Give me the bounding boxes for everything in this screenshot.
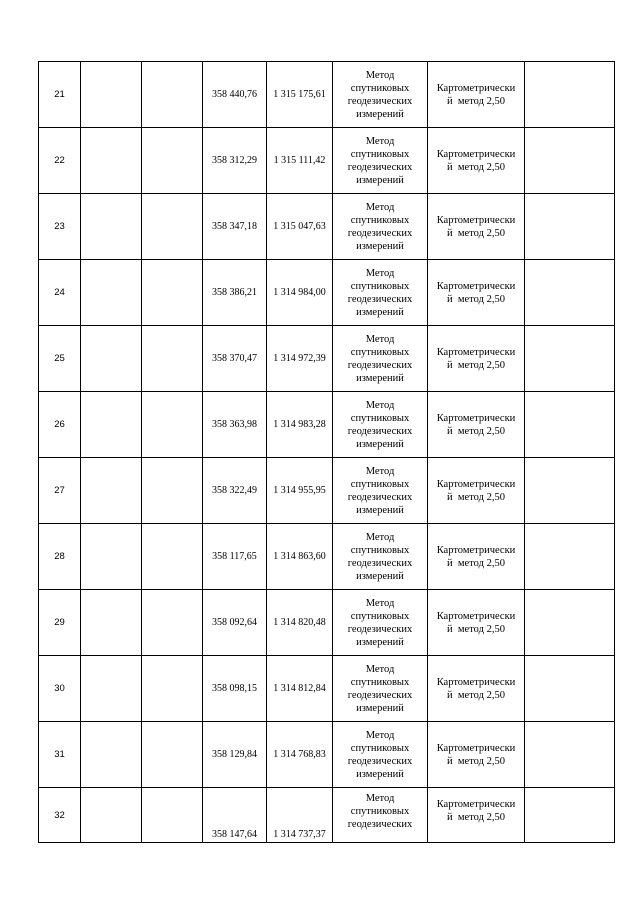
- coordinates-table: [38, 61, 615, 843]
- method-text-line: геодезических: [347, 425, 413, 437]
- empty-cell: [142, 260, 203, 326]
- coordinate-y-cell: 1 314 955,95: [267, 458, 333, 524]
- accuracy-text-line: Картометрически: [436, 82, 516, 94]
- table-row: [39, 260, 615, 326]
- method-text-line: Метод: [365, 267, 395, 279]
- table-row: [39, 458, 615, 524]
- point-number-cell: 31: [39, 722, 81, 788]
- method-text-line: спутниковых: [350, 412, 410, 424]
- accuracy-text-line: Картометрически: [436, 676, 516, 688]
- accuracy-text-line: й метод 2,50: [447, 161, 505, 173]
- empty-cell: [525, 590, 615, 656]
- empty-cell: [525, 524, 615, 590]
- point-number-cell: 29: [39, 590, 81, 656]
- method-text-line: измерений: [356, 768, 404, 780]
- empty-cell: [81, 722, 142, 788]
- table-row: [39, 788, 615, 843]
- accuracy-cell: [428, 62, 525, 128]
- method-cell: [333, 656, 428, 722]
- coordinate-x-cell: 358 147,64: [203, 788, 267, 843]
- accuracy-text-line: Картометрически: [436, 478, 516, 490]
- accuracy-text-line: й метод 2,50: [447, 293, 505, 305]
- empty-cell: [142, 656, 203, 722]
- accuracy-cell: [428, 392, 525, 458]
- table-row: [39, 524, 615, 590]
- coordinate-y-cell: 1 314 737,37: [267, 788, 333, 843]
- method-cell: [333, 62, 428, 128]
- method-text-line: спутниковых: [350, 676, 410, 688]
- method-cell: [333, 722, 428, 788]
- method-text-line: геодезических: [347, 755, 413, 767]
- method-text-line: Метод: [365, 201, 395, 213]
- empty-cell: [142, 788, 203, 843]
- coordinate-x-cell: 358 386,21: [203, 260, 267, 326]
- coordinate-y-cell: 1 314 812,84: [267, 656, 333, 722]
- method-cell: [333, 260, 428, 326]
- empty-cell: [81, 656, 142, 722]
- accuracy-text-line: й метод 2,50: [447, 755, 505, 767]
- point-number-cell: 25: [39, 326, 81, 392]
- accuracy-text-line: й метод 2,50: [447, 491, 505, 503]
- method-cell: [333, 128, 428, 194]
- point-number-cell: 24: [39, 260, 81, 326]
- method-text-line: геодезических: [347, 161, 413, 173]
- coordinate-y-cell: 1 314 820,48: [267, 590, 333, 656]
- empty-cell: [81, 524, 142, 590]
- method-cell: [333, 788, 428, 843]
- empty-cell: [142, 590, 203, 656]
- coordinate-x-cell: 358 347,18: [203, 194, 267, 260]
- empty-cell: [81, 458, 142, 524]
- empty-cell: [142, 326, 203, 392]
- empty-cell: [81, 392, 142, 458]
- coordinate-y-cell: 1 314 768,83: [267, 722, 333, 788]
- method-text-line: Метод: [365, 663, 395, 675]
- method-text-line: спутниковых: [350, 742, 410, 754]
- method-text-line: измерений: [356, 504, 404, 516]
- accuracy-text-line: й метод 2,50: [447, 623, 505, 635]
- empty-cell: [525, 194, 615, 260]
- empty-cell: [81, 788, 142, 843]
- empty-cell: [525, 656, 615, 722]
- method-text-line: спутниковых: [350, 478, 410, 490]
- method-text-line: измерений: [356, 702, 404, 714]
- method-text-line: геодезических: [347, 557, 413, 569]
- method-cell: [333, 524, 428, 590]
- point-number-cell: 32: [39, 788, 81, 843]
- point-number-cell: 28: [39, 524, 81, 590]
- method-text-line: измерений: [356, 174, 404, 186]
- coordinate-y-cell: 1 315 175,61: [267, 62, 333, 128]
- point-number-cell: 22: [39, 128, 81, 194]
- coordinate-y-cell: 1 315 047,63: [267, 194, 333, 260]
- empty-cell: [81, 326, 142, 392]
- accuracy-cell: [428, 260, 525, 326]
- method-text-line: измерений: [356, 108, 404, 120]
- table-row: [39, 194, 615, 260]
- table-row: [39, 326, 615, 392]
- method-text-line: геодезических: [347, 95, 413, 107]
- method-text-line: спутниковых: [350, 544, 410, 556]
- method-text-line: Метод: [365, 729, 395, 741]
- accuracy-text-line: й метод 2,50: [447, 689, 505, 701]
- method-text-line: Метод: [365, 531, 395, 543]
- method-text-line: геодезических: [347, 227, 413, 239]
- point-number-cell: 30: [39, 656, 81, 722]
- method-text-line: спутниковых: [350, 148, 410, 160]
- coordinate-y-cell: 1 314 972,39: [267, 326, 333, 392]
- method-cell: [333, 326, 428, 392]
- method-text-line: измерений: [356, 372, 404, 384]
- point-number-cell: 21: [39, 62, 81, 128]
- method-text-line: Метод: [365, 793, 395, 804]
- method-text-line: геодезических: [347, 359, 413, 371]
- method-text-line: Метод: [365, 597, 395, 609]
- empty-cell: [525, 722, 615, 788]
- empty-cell: [525, 392, 615, 458]
- coordinate-y-cell: 1 314 984,00: [267, 260, 333, 326]
- accuracy-text-line: й метод 2,50: [447, 227, 505, 239]
- coordinate-x-cell: 358 363,98: [203, 392, 267, 458]
- method-cell: [333, 590, 428, 656]
- empty-cell: [142, 128, 203, 194]
- accuracy-cell: [428, 722, 525, 788]
- method-text-line: геодезических: [347, 623, 413, 635]
- coordinate-x-cell: 358 312,29: [203, 128, 267, 194]
- method-text-line: геодезических: [347, 819, 413, 830]
- coordinate-x-cell: 358 098,15: [203, 656, 267, 722]
- accuracy-cell: [428, 458, 525, 524]
- coordinate-x-cell: 358 440,76: [203, 62, 267, 128]
- point-number-cell: 26: [39, 392, 81, 458]
- point-number-cell: 27: [39, 458, 81, 524]
- accuracy-cell: [428, 128, 525, 194]
- method-text-line: геодезических: [347, 293, 413, 305]
- empty-cell: [81, 128, 142, 194]
- empty-cell: [142, 194, 203, 260]
- accuracy-text-line: Картометрически: [436, 544, 516, 556]
- empty-cell: [525, 128, 615, 194]
- empty-cell: [142, 62, 203, 128]
- accuracy-cell: [428, 194, 525, 260]
- empty-cell: [142, 524, 203, 590]
- table-row: [39, 722, 615, 788]
- accuracy-cell: [428, 788, 525, 843]
- empty-cell: [525, 260, 615, 326]
- method-text-line: спутниковых: [350, 82, 410, 94]
- empty-cell: [142, 722, 203, 788]
- accuracy-cell: [428, 524, 525, 590]
- coordinate-y-cell: 1 314 983,28: [267, 392, 333, 458]
- coordinate-y-cell: 1 314 863,60: [267, 524, 333, 590]
- method-cell: [333, 458, 428, 524]
- table-row: [39, 656, 615, 722]
- accuracy-text-line: Картометрически: [436, 148, 516, 160]
- accuracy-text-line: Картометрически: [436, 346, 516, 358]
- accuracy-text-line: Картометрически: [436, 412, 516, 424]
- accuracy-text-line: й метод 2,50: [447, 359, 505, 371]
- method-text-line: измерений: [356, 306, 404, 318]
- method-text-line: спутниковых: [350, 214, 410, 226]
- method-cell: [333, 194, 428, 260]
- empty-cell: [525, 788, 615, 843]
- empty-cell: [81, 194, 142, 260]
- method-cell: [333, 392, 428, 458]
- table-row: [39, 392, 615, 458]
- method-text-line: Метод: [365, 399, 395, 411]
- method-text-line: измерений: [356, 570, 404, 582]
- accuracy-text-line: й метод 2,50: [447, 812, 505, 823]
- table-row: [39, 62, 615, 128]
- empty-cell: [81, 260, 142, 326]
- accuracy-cell: [428, 590, 525, 656]
- method-text-line: спутниковых: [350, 806, 410, 817]
- method-text-line: измерений: [356, 240, 404, 252]
- method-text-line: измерений: [356, 438, 404, 450]
- empty-cell: [525, 458, 615, 524]
- method-text-line: спутниковых: [350, 346, 410, 358]
- coordinate-x-cell: 358 322,49: [203, 458, 267, 524]
- accuracy-text-line: й метод 2,50: [447, 95, 505, 107]
- method-text-line: измерений: [356, 636, 404, 648]
- accuracy-cell: [428, 656, 525, 722]
- method-text-line: геодезических: [347, 491, 413, 503]
- method-text-line: спутниковых: [350, 610, 410, 622]
- method-text-line: геодезических: [347, 689, 413, 701]
- accuracy-text-line: Картометрически: [436, 610, 516, 622]
- empty-cell: [142, 458, 203, 524]
- method-text-line: Метод: [365, 69, 395, 81]
- coordinate-y-cell: 1 315 111,42: [267, 128, 333, 194]
- point-number-cell: 23: [39, 194, 81, 260]
- method-text-line: Метод: [365, 135, 395, 147]
- accuracy-text-line: й метод 2,50: [447, 425, 505, 437]
- accuracy-text-line: Картометрически: [436, 280, 516, 292]
- coordinate-x-cell: 358 117,65: [203, 524, 267, 590]
- coordinate-x-cell: 358 092,64: [203, 590, 267, 656]
- empty-cell: [525, 326, 615, 392]
- coordinate-x-cell: 358 129,84: [203, 722, 267, 788]
- method-text-line: Метод: [365, 333, 395, 345]
- accuracy-text-line: й метод 2,50: [447, 557, 505, 569]
- table-row: [39, 128, 615, 194]
- accuracy-text-line: Картометрически: [436, 214, 516, 226]
- table-row: [39, 590, 615, 656]
- empty-cell: [142, 392, 203, 458]
- method-text-line: Метод: [365, 465, 395, 477]
- accuracy-text-line: Картометрически: [436, 742, 516, 754]
- accuracy-text-line: Картометрически: [436, 799, 516, 810]
- accuracy-cell: [428, 326, 525, 392]
- empty-cell: [525, 62, 615, 128]
- method-text-line: спутниковых: [350, 280, 410, 292]
- empty-cell: [81, 590, 142, 656]
- empty-cell: [81, 62, 142, 128]
- coordinate-x-cell: 358 370,47: [203, 326, 267, 392]
